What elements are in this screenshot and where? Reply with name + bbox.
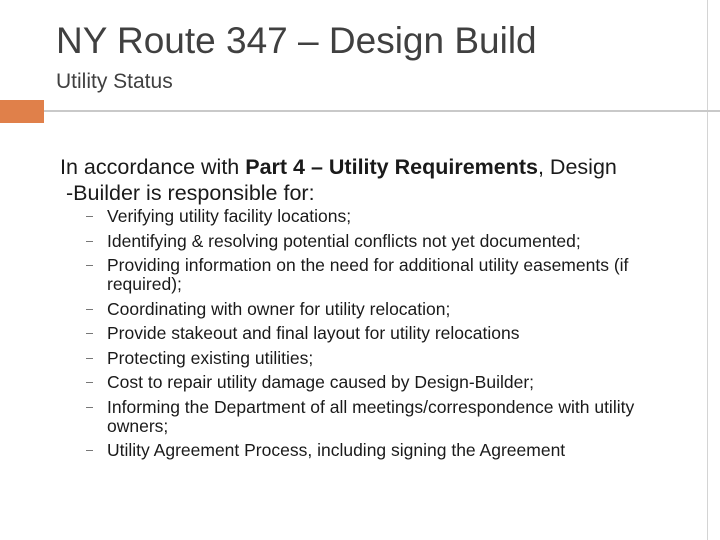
list-item-text: Identifying & resolving potential conflicts not yet documented; [107,230,581,251]
dash-bullet-icon [86,265,93,266]
list-item-text: Protecting existing utilities; [107,347,314,368]
list-item [86,398,686,436]
list-item [86,232,686,251]
list-item [86,349,686,368]
intro-line-1 [60,154,690,180]
intro-text-after: , Design [537,155,617,179]
dash-bullet-icon [86,309,93,310]
list-item [86,300,686,319]
list-item [86,324,686,343]
list-item-text: Verifying utility facility locations; [107,206,352,226]
dash-bullet-icon [86,333,93,334]
list-item [86,207,686,226]
dash-bullet-icon [86,358,93,359]
slide-title: NY Route 347 – Design Build [56,20,537,61]
intro-text-before: In accordance with [60,155,246,179]
list-item [86,373,686,392]
list-item-text: Providing information on the need for additional utility easements (if required); [107,255,629,294]
slide-subtitle: Utility Status [56,70,173,93]
list-item-text: Cost to repair utility damage caused by Design-Builder; [107,372,535,392]
list-item-text: Provide stakeout and final layout for utility relocations [107,323,520,343]
dash-bullet-icon [86,450,93,451]
dash-bullet-icon [86,382,93,383]
dash-bullet-icon [86,216,93,217]
accent-block [0,100,44,123]
list-item-text: Informing the Department of all meetings/correspondence with utility owners; [107,396,635,436]
dash-bullet-icon [86,241,93,242]
responsibility-list [86,207,686,466]
accent-divider [44,110,720,112]
list-item-text: Coordinating with owner for utility relocation; [107,298,451,319]
dash-bullet-icon [86,407,93,408]
intro-paragraph [60,154,690,206]
list-item [86,256,686,294]
intro-line-2: -Builder is responsible for: [66,181,315,205]
list-item [86,441,686,460]
intro-emphasis: Part 4 – Utility Requirements [245,155,538,179]
list-item-text: Utility Agreement Process, including signing the Agreement [107,440,566,460]
vertical-rule [707,0,708,540]
